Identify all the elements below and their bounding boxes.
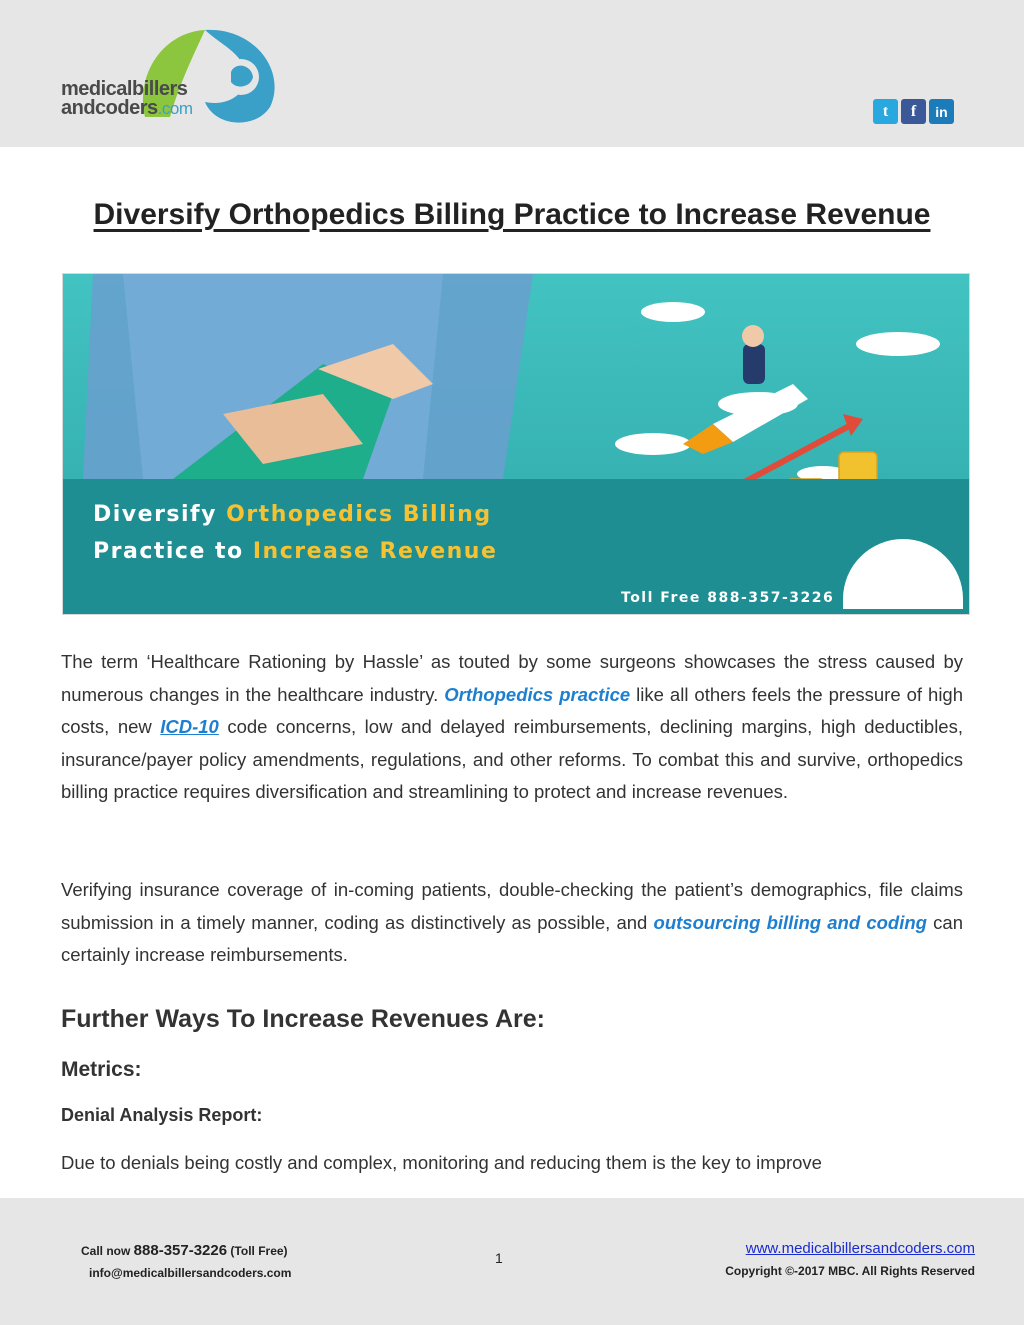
copyright: Copyright ©-2017 MBC. All Rights Reserved	[725, 1264, 975, 1278]
logo-suffix: .com	[157, 99, 193, 118]
hero-banner	[62, 273, 970, 615]
banner-toll-free: Toll Free 888-357-3226	[621, 590, 835, 606]
footer-right	[725, 1238, 975, 1282]
social-links	[873, 99, 954, 124]
page-header	[0, 0, 1024, 147]
denial-paragraph: Due to denials being costly and complex, monitoring and reducing them is the key to improve	[61, 1152, 822, 1173]
section-heading: Further Ways To Increase Revenues Are:	[61, 1005, 545, 1033]
banner-line2-white: Practice to	[93, 539, 253, 564]
page-number: 1	[495, 1250, 503, 1266]
orthopedics-practice-link[interactable]: Orthopedics practice	[444, 683, 631, 705]
footer-phone[interactable]: 888-357-3226	[133, 1242, 228, 1259]
logo-line-1: medicalbillers	[61, 78, 188, 100]
footer-email[interactable]: info@medicalbillersandcoders.com	[89, 1266, 292, 1280]
website-link[interactable]: www.medicalbillersandcoders.com	[745, 1240, 975, 1257]
page-title: Diversify Orthopedics Billing Practice to Increase Revenue	[93, 198, 931, 231]
para2-text-2: can certainly increase reimbursements.	[61, 911, 963, 966]
sub-subsection-heading: Denial Analysis Report:	[61, 1105, 263, 1125]
verification-paragraph	[61, 874, 963, 972]
banner-line1-white: Diversify	[93, 502, 227, 527]
page-footer	[0, 1198, 1024, 1325]
banner-heading-line-2	[93, 539, 497, 564]
logo-line-2: andcoders	[61, 97, 158, 119]
banner-heading-line-1	[93, 502, 492, 527]
para1-text-1: The term ‘Healthcare Rationing by Hassle’ as touted by some surgeons showcases the stress caused by numerous changes in the healthcare industry.	[61, 651, 963, 705]
subsection-heading: Metrics:	[61, 1058, 142, 1081]
footer-toll-free: (Toll Free)	[227, 1244, 288, 1258]
para1-text-3: code concerns, low and delayed reimbursements, declining margins, high deductibles, insurance/payer policy amendments, regulations, and other reforms. To combat this and survive, orthopedics billing practice requires diversification and streamlining to protect and increase revenues.	[61, 716, 963, 803]
banner-line2-highlight: Increase Revenue	[252, 539, 498, 564]
company-logo[interactable]	[55, 22, 295, 132]
logo-wordmark	[61, 80, 193, 118]
outsourcing-billing-link[interactable]: outsourcing billing and coding	[653, 911, 927, 933]
footer-call-now: Call now	[81, 1244, 134, 1258]
para2-text-1: Verifying insurance coverage of in-coming patients, double-checking the patient’s demographics, file claims submission in a timely manner, coding as distinctively as possible, and	[61, 879, 963, 933]
banner-line1-highlight: Orthopedics Billing	[226, 502, 492, 527]
icd-10-link[interactable]: ICD-10	[160, 716, 219, 738]
footer-contact	[81, 1240, 291, 1284]
intro-paragraph	[61, 646, 963, 809]
linkedin-icon[interactable]: in	[929, 99, 954, 124]
facebook-icon[interactable]: f	[901, 99, 926, 124]
para1-text-2: like all others feels the pressure of high costs, new	[61, 683, 964, 738]
twitter-icon[interactable]: t	[873, 99, 898, 124]
